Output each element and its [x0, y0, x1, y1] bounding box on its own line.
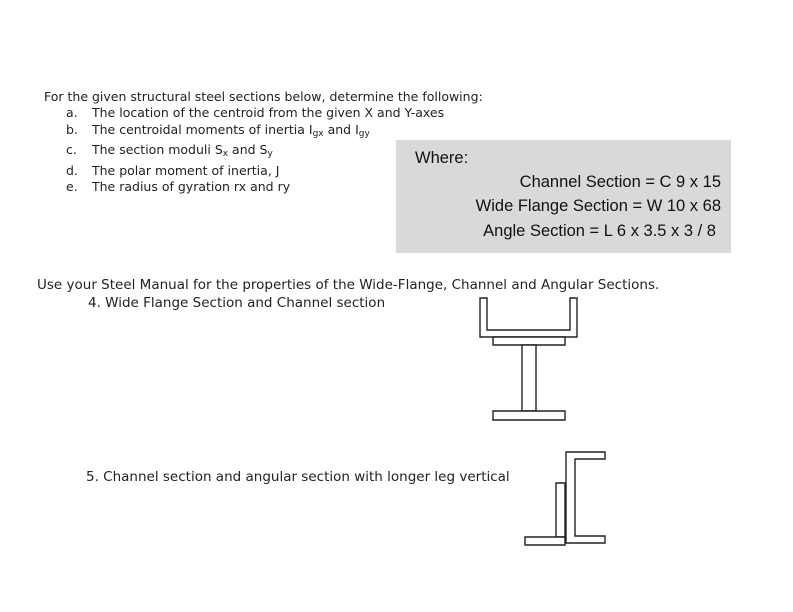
task-text: The polar moment of inertia, J: [92, 162, 280, 178]
subscript: y: [267, 149, 273, 159]
task-letter: a.: [66, 105, 78, 120]
task-text: The section moduli S: [92, 142, 223, 157]
channel-section-vertical-shape: [566, 452, 605, 543]
wide-flange-bottom-flange-shape: [493, 411, 565, 420]
subscript: gx: [312, 128, 324, 139]
channel-section-shape: [480, 298, 577, 337]
wide-flange-web-shape: [522, 345, 536, 411]
task-letter: e.: [66, 179, 78, 194]
angle-section-spec: Angle Section = L 6 x 3.5 x 3 / 8: [483, 222, 716, 240]
problem-5-label: 5. Channel section and angular section with longer leg vertical: [86, 469, 510, 485]
problem-intro: For the given structural steel sections below, determine the following:: [44, 89, 483, 104]
task-letter: b.: [66, 121, 78, 137]
task-letter: c.: [66, 142, 77, 157]
wide-flange-section-spec: Wide Flange Section = W 10 x 68: [475, 197, 721, 215]
task-text: The centroidal moments of inertia I: [92, 121, 313, 137]
subscript: x: [222, 149, 229, 159]
steel-manual-note: Use your Steel Manual for the properties of the Wide-Flange, Channel and Angular Sections.: [37, 277, 660, 293]
task-text: and S: [228, 142, 268, 157]
channel-section-spec: Channel Section = C 9 x 15: [519, 173, 721, 191]
task-text: The location of the centroid from the given X and Y-axes: [92, 105, 445, 120]
wide-flange-top-flange-shape: [493, 337, 565, 345]
angle-horizontal-leg-shape: [525, 537, 565, 545]
problem-4-label: 4. Wide Flange Section and Channel section: [88, 295, 386, 311]
task-letter: d.: [66, 162, 78, 178]
task-text: The radius of gyration rx and ry: [92, 179, 291, 194]
subscript: gy: [358, 128, 370, 139]
angle-vertical-leg-shape: [556, 483, 565, 537]
task-text: and I: [323, 121, 359, 137]
where-label: Where:: [415, 149, 469, 167]
